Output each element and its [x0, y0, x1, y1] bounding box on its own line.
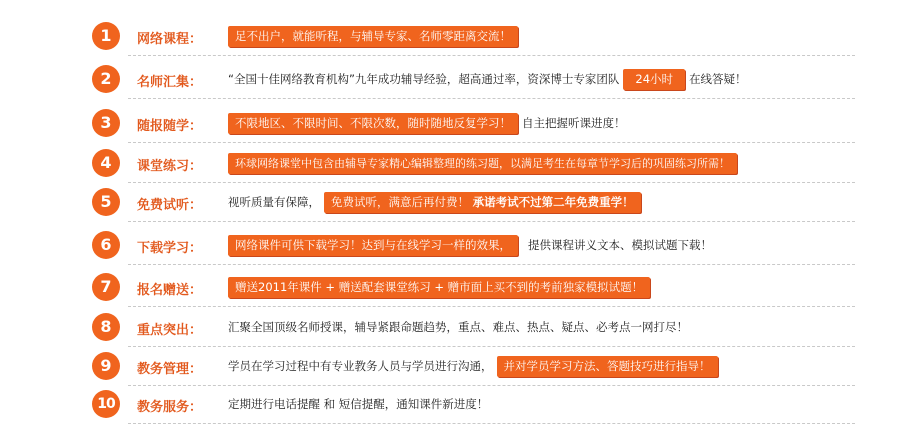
number-badge: 3: [92, 109, 120, 137]
feature-row-9: [0, 352, 903, 392]
row-divider: [128, 98, 855, 99]
feature-content: [228, 190, 641, 214]
row-divider: [128, 306, 855, 307]
row-divider: [128, 264, 855, 265]
feature-row-3: [0, 109, 903, 149]
feature-row-7: [0, 273, 903, 313]
feature-content: [228, 151, 737, 175]
highlight-pill: 24小时: [623, 69, 685, 90]
highlight-pill: 并对学员学习方法、答题技巧进行指导！: [497, 356, 718, 377]
feature-content: [228, 233, 716, 257]
feature-row-1: [0, 22, 903, 62]
number-badge: 5: [92, 188, 120, 216]
feature-label: 下载学习：: [137, 241, 203, 256]
number-badge: 10: [92, 390, 120, 418]
feature-label: 教务管理：: [137, 362, 203, 377]
feature-text: 视听质量有保障，: [228, 195, 320, 209]
highlight-pill: [324, 192, 641, 213]
feature-row-6: [0, 231, 903, 271]
feature-text: 学员在学习过程中有专业教务人员与学员进行沟通，: [228, 359, 493, 373]
highlight-pill: 赠送2011年课件 + 赠送配套课堂练习 + 赠市面上买不到的考前独家模拟试题！: [228, 277, 650, 298]
pill-emphasis: 承诺考试不过第二年免费重学！: [472, 194, 634, 209]
row-divider: [128, 221, 855, 222]
number-badge: 6: [92, 231, 120, 259]
feature-row-4: [0, 149, 903, 189]
feature-content: [228, 275, 650, 299]
feature-row-5: [0, 188, 903, 228]
feature-content: [228, 24, 518, 48]
feature-label: 教务服务：: [137, 400, 203, 415]
highlight-pill: 不限地区、不限时间、不限次数，随时随地反复学习！: [228, 113, 518, 134]
number-badge: 1: [92, 22, 120, 50]
number-badge: 2: [92, 65, 120, 93]
feature-label: 名师汇集：: [137, 75, 203, 90]
highlight-pill: 网络课件可供下载学习！达到与在线学习一样的效果，: [228, 235, 518, 256]
feature-label: 随报随学：: [137, 119, 203, 134]
feature-label: 免费试听：: [137, 198, 203, 213]
feature-content: [228, 392, 492, 416]
highlight-pill: 足不出户，就能听程，与辅导专家、名师零距离交流！: [228, 26, 518, 47]
number-badge: 9: [92, 352, 120, 380]
feature-content: [228, 67, 751, 91]
feature-content: [228, 111, 630, 135]
feature-text: 汇聚全国顶级名师授课，辅导紧跟命题趋势，重点、难点、热点、疑点、必考点一网打尽！: [228, 320, 688, 334]
row-divider: [128, 55, 855, 56]
feature-row-10: [0, 390, 903, 430]
number-badge: 7: [92, 273, 120, 301]
feature-text: 在线答疑！: [689, 72, 747, 86]
pill-text: 免费试听，满意后再付费！: [331, 194, 469, 209]
highlight-pill: 环球网络课堂中包含由辅导专家精心编辑整理的练习题，以满足考生在每章节学习后的巩固练习所需！: [228, 153, 737, 174]
feature-content: [228, 315, 692, 339]
feature-label: 报名赠送：: [137, 283, 203, 298]
feature-label: 课堂练习：: [137, 159, 203, 174]
feature-text: 自主把握听课进度！: [522, 116, 626, 130]
feature-text: “全国十佳网络教育机构”九年成功辅导经验，超高通过率，资深博士专家团队: [228, 72, 620, 86]
feature-label: 网络课程：: [137, 32, 203, 47]
number-badge: 8: [92, 313, 120, 341]
number-badge: 4: [92, 149, 120, 177]
row-divider: [128, 346, 855, 347]
row-divider: [128, 423, 855, 424]
feature-text: 定期进行电话提醒 和 短信提醒，通知课件新进度！: [228, 397, 489, 411]
row-divider: [128, 385, 855, 386]
feature-row-2: [0, 65, 903, 105]
feature-label: 重点突出：: [137, 323, 203, 338]
row-divider: [128, 182, 855, 183]
feature-content: [228, 354, 718, 378]
feature-row-8: [0, 313, 903, 353]
feature-text: 提供课程讲义文本、模拟试题下载！: [528, 238, 712, 252]
row-divider: [128, 142, 855, 143]
